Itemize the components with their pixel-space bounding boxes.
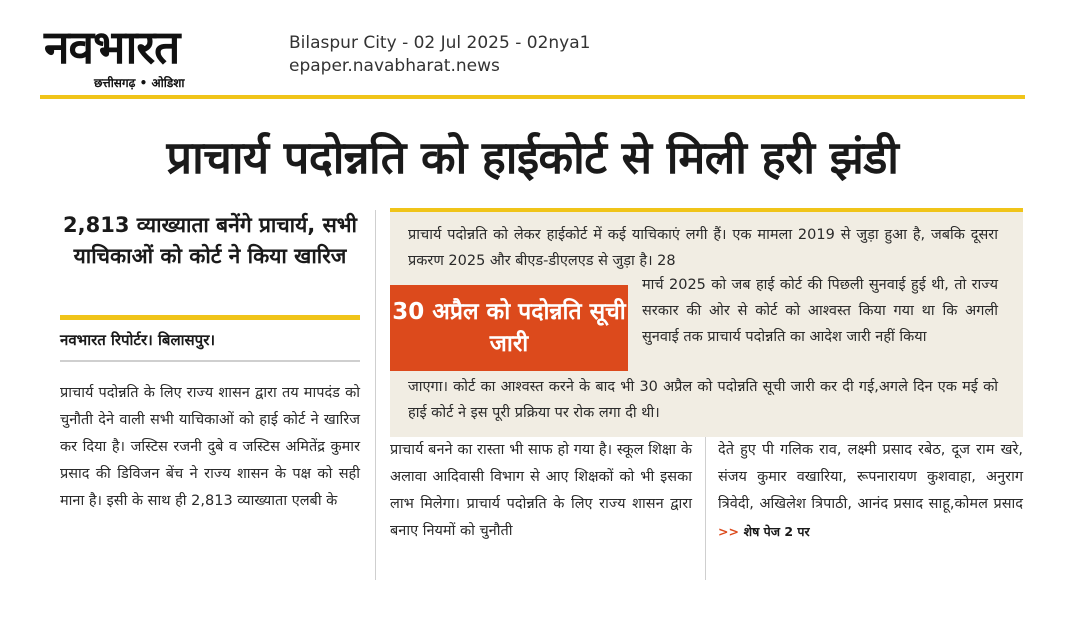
- box-text-top: प्राचार्य पदोन्नति को लेकर हाईकोर्ट में कई याचिकाएं लगी हैं। एक मामला 2019 से जुड़ा हुआ है, जबकि दूसरा प्रकरण 2025 और बीएड-डीएलएड से जुड़ा है। 28: [408, 227, 998, 269]
- highlight-box: [390, 208, 1023, 437]
- column-divider: [375, 210, 376, 580]
- continued-on-page[interactable]: शेष पेज 2 पर: [743, 524, 810, 539]
- column-3-text: देते हुए पी गलिक राव, लक्ष्मी प्रसाद रबेठ, दूज राम खरे, संजय कुमार वखारिया, रूपनारायण कुशवाहा, अनुराग त्रिवेदी, अखिलेश त्रिपाठी, आनंद प्रसाद साहू,कोमल प्रसाद: [718, 442, 1023, 512]
- box-text-right: मार्च 2025 को जब हाई कोर्ट की पिछली सुनवाई हुई थी, तो राज्य सरकार की ओर से कोर्ट को आश्वस्त किया गया था कि अगली सुनवाई तक प्राचार्य पदोन्नति का आदेश जारी नहीं किया: [642, 277, 998, 345]
- newspaper-logo: नवभारत: [44, 20, 180, 74]
- epaper-url[interactable]: epaper.navabharat.news: [289, 56, 500, 76]
- edition-info: [289, 32, 590, 78]
- subhead-divider: [60, 315, 360, 320]
- masthead-logo: [40, 17, 272, 95]
- article-column-3: [718, 437, 1023, 546]
- callout-text: 30 अप्रैल को पदोन्नति सूची जारी: [392, 299, 626, 357]
- continued-arrow-icon: >>: [718, 524, 739, 539]
- edition-date: Bilaspur City - 02 Jul 2025 - 02nya1: [289, 33, 591, 53]
- article-headline: प्राचार्य पदोन्नति को हाईकोर्ट से मिली हरी झंडी: [166, 131, 899, 184]
- callout-badge: [390, 285, 628, 371]
- article-subhead: 2,813 व्याख्याता बनेंगे प्राचार्य, सभी याचिकाओं को कोर्ट ने किया खारिज: [63, 213, 357, 268]
- column-divider: [705, 437, 706, 580]
- newspaper-logo-subtitle: छत्तीसगढ़ • ओडिशा: [94, 76, 185, 90]
- masthead-divider: [40, 95, 1025, 99]
- article-byline: नवभारत रिपोर्टर। बिलासपुर।: [60, 331, 216, 349]
- box-text-bottom: जाएगा। कोर्ट का आश्वस्त करने के बाद भी 30 अप्रैल को पदोन्नति सूची जारी कर दी गई,अगले दिन एक मई को हाई कोर्ट ने इस पूरी प्रक्रिया पर रोक लगा दी थी।: [408, 379, 998, 421]
- article-column-1: प्राचार्य पदोन्नति के लिए राज्य शासन द्वारा तय मापदंड को चुनौती देने वाली सभी याचिकाओं को हाई कोर्ट ने खारिज कर दिया है। जस्टिस रजनी दुबे व जस्टिस अमितेंद्र कुमार प्रसाद की डिविजन बेंच ने राज्य शासन के पक्ष को सही माना है। इसी के साथ ही 2,813 व्याख्याता एलबी के: [60, 385, 360, 509]
- article-column-2: प्राचार्य बनने का रास्ता भी साफ हो गया है। स्कूल शिक्षा के अलावा आदिवासी विभाग से आए शिक्षकों को भी इसका लाभ मिलेगा। प्राचार्य पदोन्नति के लिए राज्य शासन द्वारा बनाए नियमों को चुनौती: [390, 442, 692, 539]
- byline-divider: [60, 360, 360, 362]
